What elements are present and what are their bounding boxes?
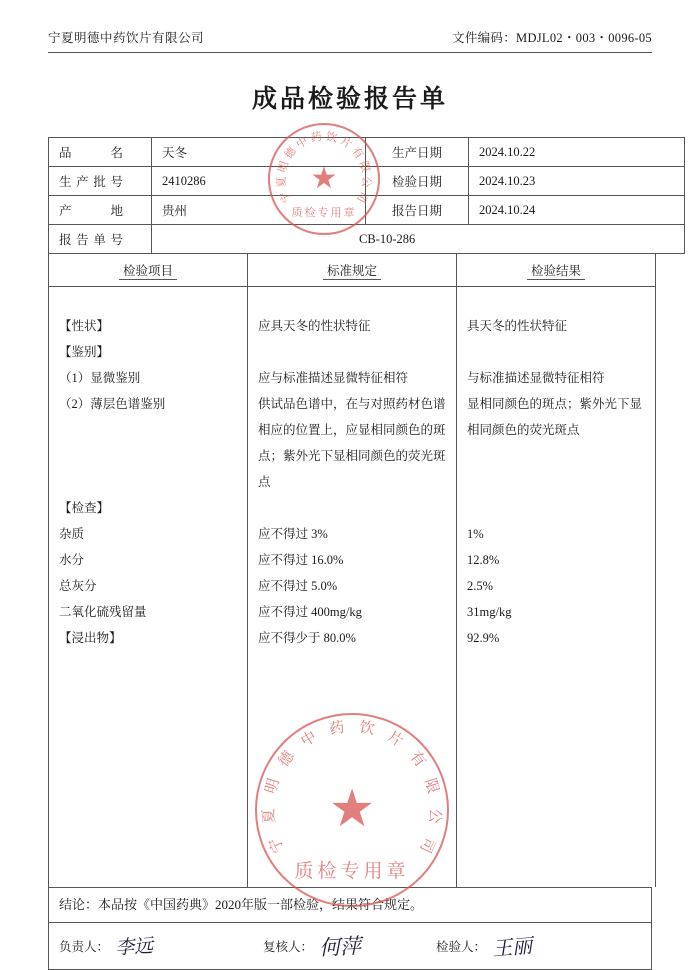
info-table — [48, 137, 685, 254]
standard-xianwei-jianbie: 应与标准描述显微特征相符 — [258, 371, 409, 385]
result-jiancha — [467, 495, 645, 521]
info-value-production-date: 2024.10.22 — [469, 138, 685, 167]
info-value-batch-no: 2410286 — [152, 167, 366, 196]
info-value-product-name: 天冬 — [152, 138, 366, 167]
table-row — [49, 196, 685, 225]
column-header-standard: 标准规定 — [248, 254, 457, 287]
item-zonghuifen: 总灰分 — [59, 579, 97, 593]
document-header — [48, 28, 652, 53]
result-baoceng-jianbie: 显相同颜色的斑点；紫外光下显相同颜色的荧光斑点 — [467, 397, 643, 437]
info-value-report-no: CB-10-286 — [152, 225, 685, 254]
item-baoceng-jianbie: （2）薄层色谱鉴别 — [59, 397, 166, 411]
result-jianbie — [467, 339, 645, 365]
result-shuifen: 12.8% — [467, 553, 500, 567]
info-label-production-date: 生产日期 — [366, 138, 469, 167]
star-icon: ★ — [310, 162, 338, 195]
standard-column — [248, 287, 457, 888]
standard-jinchuwu: 应不得少于 80.0% — [258, 631, 356, 645]
star-icon: ★ — [328, 781, 376, 838]
item-xianwei-jianbie: （1）显微鉴别 — [59, 371, 141, 385]
signature-name-responsible: 李远 — [114, 934, 154, 960]
signature-name-reviewer: 何萍 — [318, 933, 362, 960]
signature-responsible — [59, 932, 153, 959]
standard-jianbie — [258, 339, 446, 365]
item-eryanghualiu: 二氧化硫残留量 — [59, 605, 147, 619]
result-zazhi: 1% — [467, 527, 484, 541]
info-value-report-date: 2024.10.24 — [469, 196, 685, 225]
info-label-inspection-date: 检验日期 — [366, 167, 469, 196]
item-zazhi: 杂质 — [59, 527, 85, 541]
conclusion-text: 本品按《中国药典》2020年版一部检验，结果符合规定。 — [98, 897, 424, 912]
info-label-origin: 产 地 — [49, 196, 152, 225]
standard-shuifen: 应不得过 16.0% — [258, 553, 344, 567]
item-jinchuwu: 【浸出物】 — [59, 631, 122, 645]
standard-eryanghualiu: 应不得过 400mg/kg — [258, 605, 362, 619]
conclusion-label: 结论： — [59, 897, 99, 912]
result-eryanghualiu: 31mg/kg — [467, 605, 512, 619]
table-row — [49, 167, 685, 196]
info-label-product-name: 品 名 — [49, 138, 152, 167]
info-label-report-date: 报告日期 — [366, 196, 469, 225]
standard-jiancha — [258, 495, 446, 521]
document-code-label: 文件编码： — [452, 31, 517, 45]
standard-xingzhuang: 应具天冬的性状特征 — [258, 319, 371, 333]
result-zonghuifen: 2.5% — [467, 579, 494, 593]
result-xianwei-jianbie: 与标准描述显微特征相符 — [467, 371, 605, 385]
conclusion-row — [48, 887, 652, 923]
standard-baoceng-jianbie: 供试品色谱中，在与对照药材色谱相应的位置上，应显相同颜色的斑点；紫外光下显相同颜色的荧光斑点 — [258, 397, 446, 489]
stamp-bottom-text-large: 质检专用章 — [294, 861, 410, 882]
column-header-item: 检验项目 — [49, 254, 248, 287]
signature-row — [48, 923, 652, 970]
standard-zazhi: 应不得过 3% — [258, 527, 328, 541]
document-code — [452, 28, 652, 46]
item-jiancha: 【检查】 — [59, 501, 110, 515]
info-label-batch-no: 生产批号 — [49, 167, 152, 196]
table-row — [49, 225, 685, 254]
standard-zonghuifen: 应不得过 5.0% — [258, 579, 338, 593]
info-value-inspection-date: 2024.10.23 — [469, 167, 685, 196]
document-code-value: MDJL02・003・0096-05 — [516, 31, 652, 45]
signature-reviewer — [263, 931, 361, 961]
info-value-origin: 贵州 — [152, 196, 366, 225]
signature-inspector — [436, 931, 532, 960]
item-xingzhuang: 【性状】 — [59, 319, 110, 333]
stamp-bottom-text-small: 质检专用章 — [291, 207, 357, 219]
signature-name-inspector: 王丽 — [491, 933, 534, 961]
info-label-report-no: 报告单号 — [49, 225, 152, 254]
result-jinchuwu: 92.9% — [467, 631, 500, 645]
items-column — [49, 287, 248, 888]
item-jianbie: 【鉴别】 — [59, 345, 110, 359]
signature-label-responsible: 负责人： — [59, 939, 110, 954]
inspection-table — [48, 254, 656, 887]
table-body-row — [49, 287, 656, 888]
page-title: 成品检验报告单 — [251, 86, 448, 113]
company-name: 宁夏明德中药饮片有限公司 — [48, 31, 205, 45]
column-header-result: 检验结果 — [457, 254, 656, 287]
signature-label-reviewer: 复核人： — [263, 939, 314, 954]
result-column — [457, 287, 656, 888]
table-header-row — [49, 254, 656, 287]
stamp-arc-text-large: 宁 夏 明 德 中 药 饮 片 有 限 公 司 — [261, 719, 443, 856]
signature-label-inspector: 检验人： — [436, 939, 487, 954]
table-row — [49, 138, 685, 167]
item-shuifen: 水分 — [59, 553, 85, 567]
result-xingzhuang: 具天冬的性状特征 — [467, 319, 568, 333]
stamp-arc-text-small: 宁 夏 明 德 中 药 饮 片 有 限 公 司 — [275, 130, 373, 205]
